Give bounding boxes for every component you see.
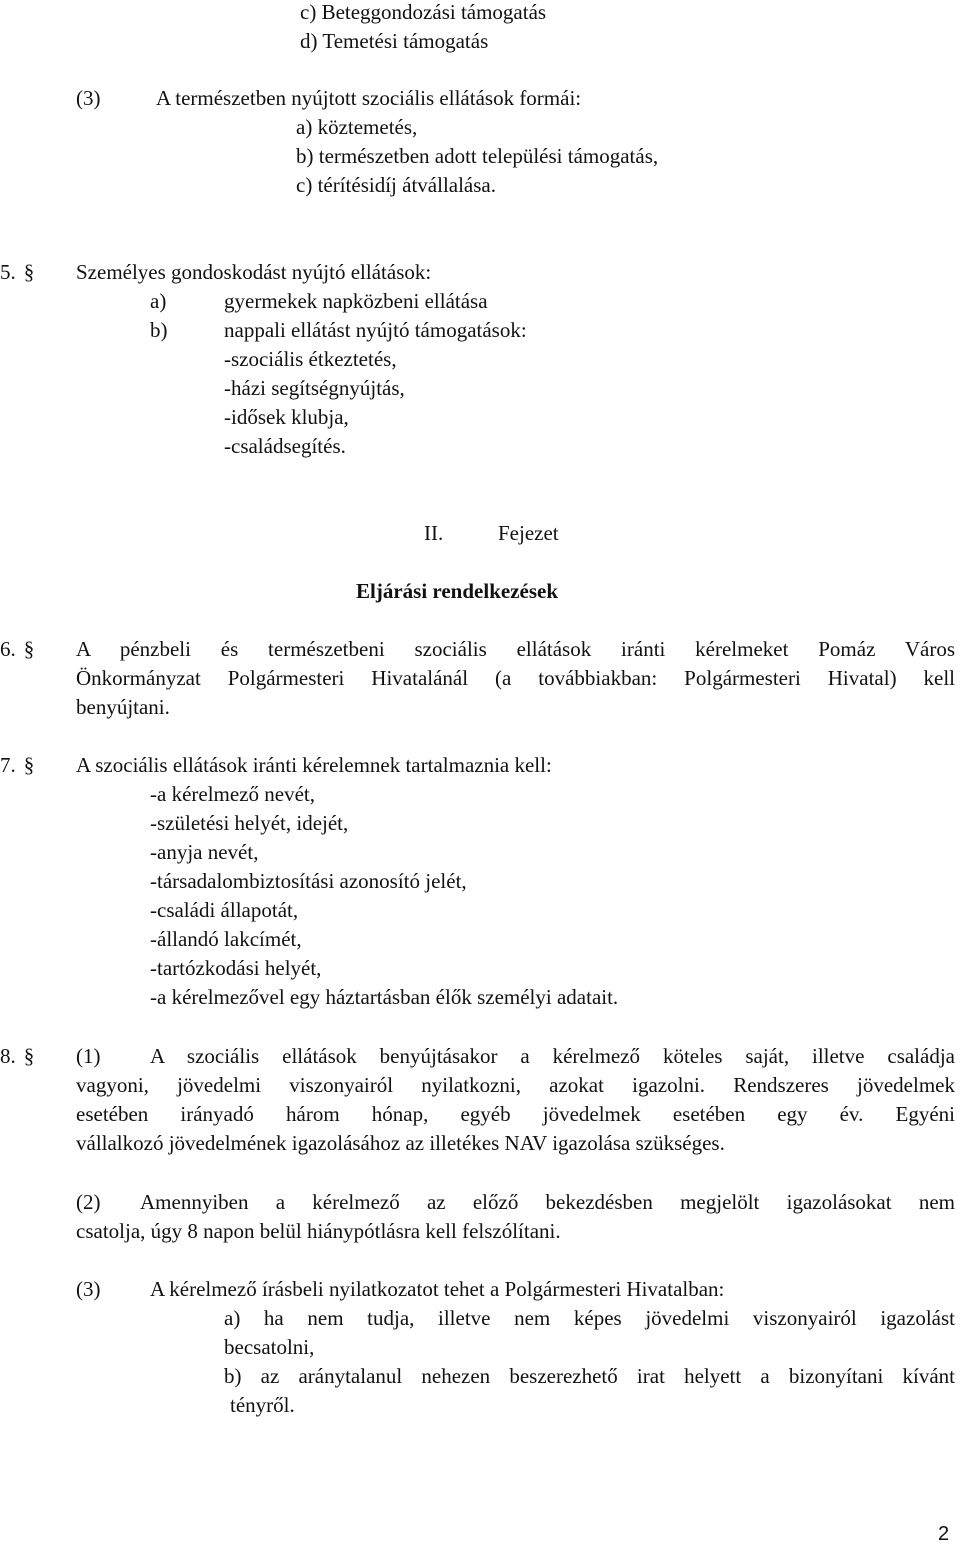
section-number: 7. § <box>0 753 35 777</box>
list-marker: b) <box>150 318 168 342</box>
list-item: -állandó lakcímét, <box>150 927 302 951</box>
section-title: Személyes gondoskodást nyújtó ellátások: <box>76 260 432 284</box>
list-item: -a kérelmező nevét, <box>150 782 315 806</box>
chapter-number: II. <box>424 521 444 545</box>
list-item: b) természetben adott települési támogatás, <box>296 144 659 168</box>
list-item: -anyja nevét, <box>150 840 259 864</box>
paragraph-line: vállalkozó jövedelmének igazolásához az illetékes NAV igazolása szükséges. <box>76 1131 725 1155</box>
paragraph-number: (3) <box>76 86 101 110</box>
paragraph-number: (1) <box>76 1044 101 1068</box>
paragraph-line: benyújtani. <box>76 695 170 719</box>
list-item: -családi állapotát, <box>150 898 299 922</box>
list-item-continuation: becsatolni, <box>224 1335 315 1359</box>
list-item: -születési helyét, idejét, <box>150 811 349 835</box>
list-item-d: d) Temetési támogatás <box>300 29 489 53</box>
section-number: 5. § <box>0 260 35 284</box>
section-title: A szociális ellátások iránti kérelemnek tartalmaznia kell: <box>76 753 552 777</box>
paragraph-line: esetében irányadó három hónap, egyéb jövedelmek esetében egy év. Egyéni <box>76 1102 955 1126</box>
list-item: -a kérelmezővel egy háztartásban élők személyi adatait. <box>150 985 619 1009</box>
sub-list-item: -családsegítés. <box>224 434 346 458</box>
list-item: nappali ellátást nyújtó támogatások: <box>224 318 527 342</box>
paragraph-number: (2) <box>76 1190 101 1214</box>
paragraph-line: csatolja, úgy 8 napon belül hiánypótlásra kell felszólítani. <box>76 1219 561 1243</box>
list-item: gyermekek napközbeni ellátása <box>224 289 488 313</box>
list-item: c) térítésidíj átvállalása. <box>296 173 496 197</box>
paragraph-line: A kérelmező írásbeli nyilatkozatot tehet a Polgármesteri Hivatalban: <box>150 1277 725 1301</box>
paragraph-line: vagyoni, jövedelmi viszonyairól nyilatkozni, azokat igazolni. Rendszeres jövedelmek <box>76 1073 955 1097</box>
list-item: b) az aránytalanul nehezen beszerezhető irat helyett a bizonyítani kívánt <box>224 1364 955 1388</box>
list-item-c: c) Beteggondozási támogatás <box>300 0 547 24</box>
paragraph-line: Amennyiben a kérelmező az előző bekezdésben megjelölt igazolásokat nem <box>140 1190 955 1214</box>
sub-list-item: -idősek klubja, <box>224 405 349 429</box>
paragraph-number: (3) <box>76 1277 101 1301</box>
section-number: 8. § <box>0 1044 35 1068</box>
sub-list-item: -házi segítségnyújtás, <box>224 376 405 400</box>
page-number: 2 <box>938 1523 950 1545</box>
list-marker: a) <box>150 289 167 313</box>
chapter-title: Eljárási rendelkezések <box>356 579 559 603</box>
list-item: -tartózkodási helyét, <box>150 956 322 980</box>
list-item-continuation: tényről. <box>230 1393 295 1417</box>
chapter-label: Fejezet <box>498 521 559 545</box>
sub-list-item: -szociális étkeztetés, <box>224 347 397 371</box>
paragraph-line: A pénzbeli és természetbeni szociális ellátások iránti kérelmeket Pomáz Város <box>76 637 955 661</box>
list-item: -társadalombiztosítási azonosító jelét, <box>150 869 467 893</box>
list-item: a) ha nem tudja, illetve nem képes jövedelmi viszonyairól igazolást <box>224 1306 955 1330</box>
paragraph-line: Önkormányzat Polgármesteri Hivatalánál (a továbbiakban: Polgármesteri Hivatal) kell <box>76 666 955 690</box>
list-item: a) köztemetés, <box>296 115 418 139</box>
section-number: 6. § <box>0 637 35 661</box>
paragraph-text: A természetben nyújtott szociális ellátások formái: <box>156 86 582 110</box>
paragraph-line: A szociális ellátások benyújtásakor a kérelmező köteles saját, illetve családja <box>150 1044 955 1068</box>
